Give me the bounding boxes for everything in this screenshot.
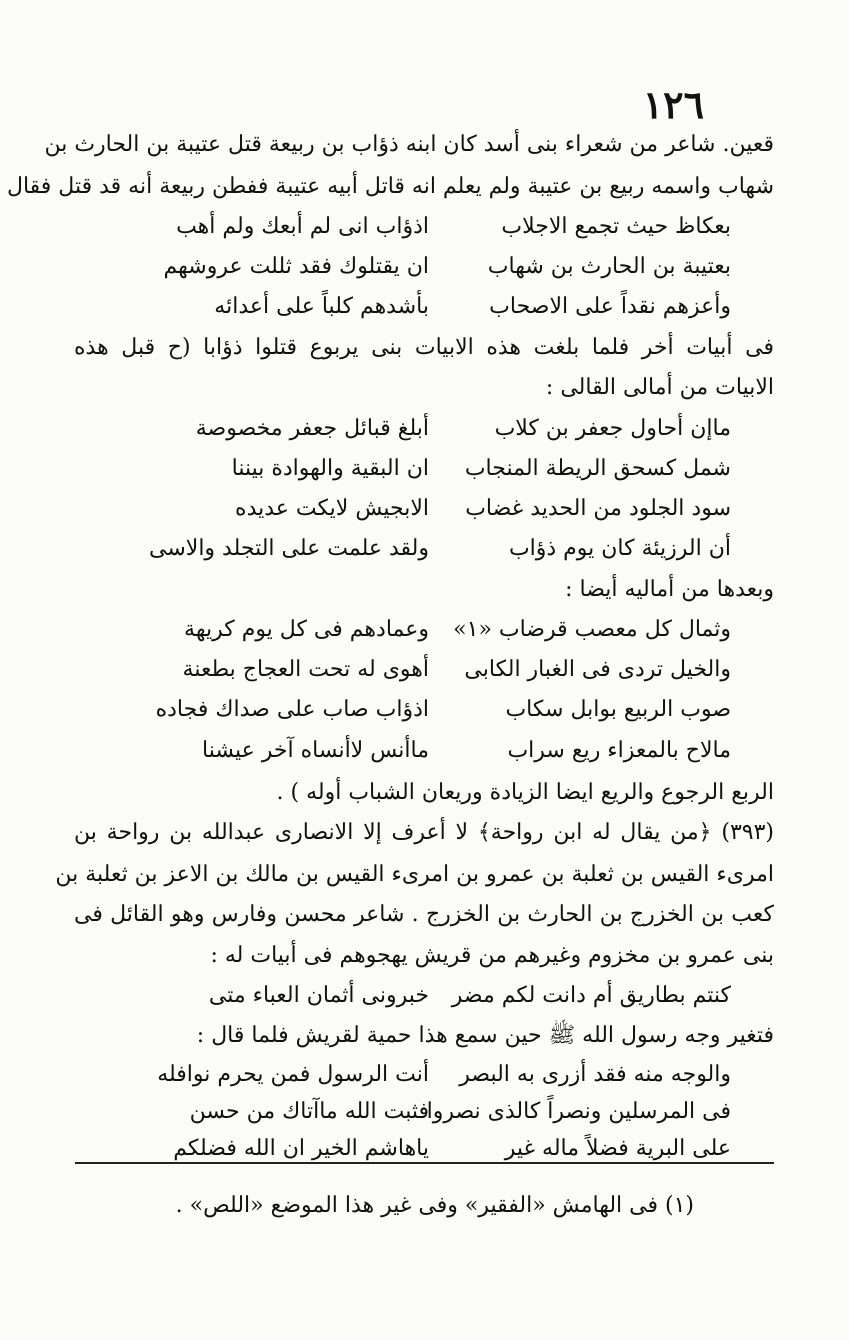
verse-hemistich-left: سود الجلود من الحديد غضاب (465, 496, 731, 521)
verse-hemistich-left: بعكاظ حيث تجمع الاجلاب (501, 214, 731, 239)
verse-hemistich-right: أبلغ قبائل جعفر مخصوصة (195, 416, 429, 441)
prose-line: فتغير وجه رسول الله ﷺ حين سمع هذا حمية لقريش فلما قال : (196, 1023, 774, 1048)
prose-line: قعين. شاعر من شعراء بنى أسد كان ابنه ذؤاب بن ربيعة قتل عتيبة بن الحارث بن (44, 132, 774, 157)
verse-hemistich-left: والوجه منه فقد أزرى به البصر (459, 1062, 731, 1087)
verse-hemistich-right: اذؤاب انى لم أبعك ولم أهب (176, 214, 429, 239)
prose-line: (٣٩٣) ﴿من يقال له ابن رواحة﴾ لا أعرف إلا الانصارى عبدالله بن رواحة بن (74, 820, 774, 845)
verse-hemistich-right: ياهاشم الخير ان الله فضلكم (173, 1136, 429, 1161)
verse-hemistich-right: فثبت الله ماآتاك من حسن (189, 1099, 429, 1124)
verse-hemistich-right: ان يقتلوك فقد ثللت عروشهم (163, 254, 429, 279)
verse-hemistich-left: بعتيبة بن الحارث بن شهاب (487, 254, 731, 279)
prose-line: كعب بن الخزرج بن الحارث بن الخزرج . شاعر محسن وفارس وهو القائل فى (74, 902, 774, 927)
verse-hemistich-left: صوب الربيع بوابل سكاب (505, 697, 731, 722)
verse-hemistich-left: على البرية فضلاً ماله غير (504, 1136, 731, 1161)
page-number: ١٢٦ (642, 82, 704, 127)
prose-line: بنى عمرو بن مخزوم وغيرهم من قريش يهجوهم فى أبيات له : (210, 943, 774, 968)
verse-hemistich-right: بأشدهم كلباً على أعدائه (214, 294, 429, 319)
prose-line: الابيات من أمالى القالى : (545, 375, 774, 400)
verse-hemistich-left: شمل كسحق الريطة المنجاب (464, 456, 731, 481)
prose-line: امرىء القيس بن ثعلبة بن عمرو بن امرىء القيس بن مالك بن الاعز بن ثعلبة بن (55, 862, 774, 887)
verse-hemistich-right: أهوى له تحت العجاج بطعنة (182, 657, 429, 682)
prose-line: وبعدها من أماليه أيضا : (565, 577, 774, 602)
verse-hemistich-left: مالاح بالمعزاء ريع سراب (507, 738, 731, 763)
verse-hemistich-left: والخيل تردى فى الغبار الكابى (464, 657, 731, 682)
footnote: (١) فى الهامش «الفقير» وفى غير هذا الموضع «اللص» . (175, 1193, 694, 1218)
verse-hemistich-right: ماأنس لاأنساه آخر عيشنا (202, 738, 429, 763)
verse-hemistich-right: ولقد علمت على التجلد والاسى (149, 536, 429, 561)
verse-hemistich-right: أنت الرسول فمن يحرم نوافله (157, 1062, 429, 1087)
verse-hemistich-left: وأعزهم نقداً على الاصحاب (489, 294, 731, 319)
prose-line: شهاب واسمه ربيع بن عتيبة ولم يعلم انه قاتل أبيه عتيبة ففطن ربيعة أنه قد قتل فقال (6, 174, 774, 199)
verse-hemistich-left: كنتم بطاريق أم دانت لكم مضر (451, 983, 731, 1008)
verse-hemistich-right: وعمادهم فى كل يوم كريهة (184, 617, 429, 642)
verse-hemistich-right: خبرونى أثمان العباء متى (208, 983, 429, 1008)
verse-hemistich-left: ماإن أحاول جعفر بن كلاب (494, 416, 731, 441)
verse-hemistich-right: اذؤاب صاب على صداك فجاده (155, 697, 429, 722)
verse-hemistich-left: وثمال كل معصب قرضاب «١» (453, 617, 731, 642)
verse-hemistich-right: الابجيش لايكت عديده (235, 496, 429, 521)
verse-hemistich-left: فى المرسلين ونصراً كالذى نصروا (426, 1099, 731, 1124)
prose-line: الربع الرجوع والريع ايضا الزيادة وريعان الشباب أوله ) . (276, 780, 774, 805)
footnote-divider (75, 1162, 774, 1164)
verse-hemistich-left: أن الرزيئة كان يوم ذؤاب (508, 536, 731, 561)
verse-hemistich-right: ان البقية والهوادة بيننا (231, 456, 429, 481)
prose-line: فى أبيات أخر فلما بلغت هذه الابيات بنى يربوع قتلوا ذؤابا (ح قبل هذه (74, 335, 774, 360)
